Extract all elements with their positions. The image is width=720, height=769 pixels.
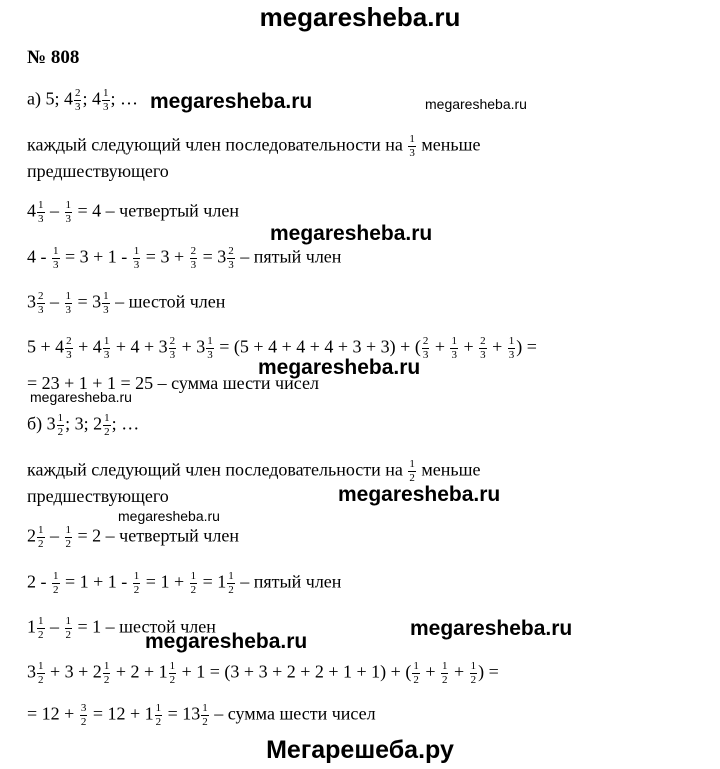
watermark-inline: megaresheba.ru bbox=[270, 222, 433, 245]
part-a-step4: 4 $\frac{1}{3}$ – $\frac{1}{3}$ = 4 – четвертый член bbox=[27, 199, 239, 225]
watermark-top: megaresheba.ru bbox=[259, 2, 461, 32]
part-b-rule-line2: предшествующего bbox=[27, 486, 169, 506]
part-b-step4: 2 $\frac{1}{2}$ – $\frac{1}{2}$ = 2 – четвертый член bbox=[27, 524, 239, 550]
watermark-small: megaresheba.ru bbox=[30, 389, 132, 405]
watermark-bottom: Мегарешеба.ру bbox=[266, 736, 454, 764]
part-a-sequence: а) 5; 4 $\frac{2}{3}$ ; 4 $\frac{1}{3}$ ; … bbox=[27, 87, 139, 113]
part-a-sum: 5 + 4 $\frac{2}{3}$ + 4 $\frac{1}{3}$ + 4 + 3 $\frac{2}{3}$ + 3 $\frac{1}{3}$ = (5 + 4 + 4 + 4 + 3 + 3) + ( $\frac{2}{3}$ + $\frac{1}{3}$ + $\frac{2}{3}$ + $\frac{1}{3}$ ) = bbox=[27, 335, 537, 361]
watermark-inline: megaresheba.ru bbox=[150, 90, 313, 113]
part-a-label: а) 5; 4 bbox=[27, 88, 73, 109]
problem-number: № 808 bbox=[27, 47, 80, 68]
part-b-rule: каждый следующий член последовательности на $\frac{1}{2}$ меньше bbox=[27, 458, 481, 484]
part-b-sequence: б) 3 $\frac{1}{2}$ ; 3; 2 $\frac{1}{2}$ ; … bbox=[27, 412, 140, 438]
part-a-rule-line2: предшествующего bbox=[27, 161, 169, 181]
part-b-sum: 3 $\frac{1}{2}$ + 3 + 2 $\frac{1}{2}$ + 2 + 1 $\frac{1}{2}$ + 1 = (3 + 3 + 2 + 2 + 1 + 1) + ( $\frac{1}{2}$ + $\frac{1}{2}$ + $\frac{1}{2}$ ) = bbox=[27, 660, 499, 686]
part-a-step5: 4 - $\frac{1}{3}$ = 3 + 1 - $\frac{1}{3}$ = 3 + $\frac{2}{3}$ = 3 $\frac{2}{3}$ – пятый член bbox=[27, 245, 342, 271]
watermark-inline: megaresheba.ru bbox=[410, 617, 573, 640]
part-a-sum-result: = 23 + 1 + 1 = 25 – сумма шести чисел bbox=[27, 373, 319, 393]
part-a-step6: 3 $\frac{2}{3}$ – $\frac{1}{3}$ = 3 $\frac{1}{3}$ – шестой член bbox=[27, 290, 226, 316]
part-b-label: б) 3 bbox=[27, 413, 56, 434]
part-a-rule: каждый следующий член последовательности на $\frac{1}{3}$ меньше bbox=[27, 133, 481, 159]
part-b-step6: 1 $\frac{1}{2}$ – $\frac{1}{2}$ = 1 – шестой член bbox=[27, 615, 216, 641]
watermark-inline: megaresheba.ru bbox=[338, 483, 501, 506]
part-b-sum-result: = 12 + $\frac{3}{2}$ = 12 + 1 $\frac{1}{2}$ = 13 $\frac{1}{2}$ – сумма шести чисел bbox=[27, 702, 376, 728]
part-b-step5: 2 - $\frac{1}{2}$ = 1 + 1 - $\frac{1}{2}$ = 1 + $\frac{1}{2}$ = 1 $\frac{1}{2}$ – пятый член bbox=[27, 570, 342, 596]
watermark-small: megaresheba.ru bbox=[425, 96, 527, 112]
watermark-small: megaresheba.ru bbox=[118, 508, 220, 524]
watermark-inline: megaresheba.ru bbox=[145, 630, 308, 653]
watermark-inline: megaresheba.ru bbox=[258, 356, 421, 379]
